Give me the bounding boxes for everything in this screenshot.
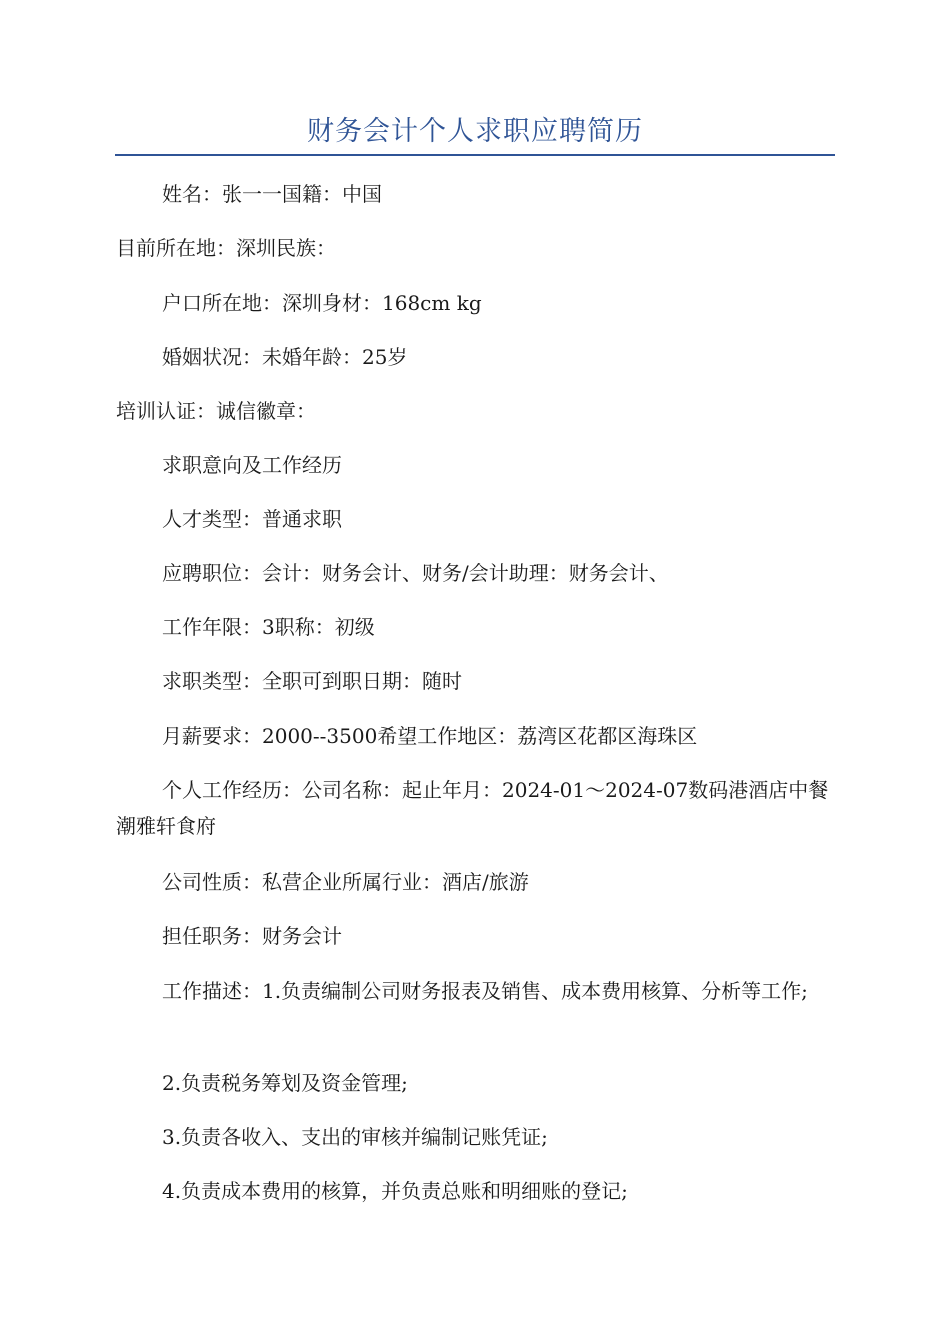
line-talent-type: 人才类型：普通求职 [162, 507, 342, 531]
line-job-description: 工作描述：1.负责编制公司财务报表及销售、成本费用核算、分析等工作; [162, 979, 808, 1003]
line-position: 应聘职位：会计：财务会计、财务/会计助理：财务会计、 [162, 561, 669, 585]
line-hukou-height: 户口所在地：深圳身材：168cm kg [162, 291, 482, 315]
line-name-nationality: 姓名：张一一国籍：中国 [162, 182, 382, 206]
duty-item-3: 3.负责各收入、支出的审核并编制记账凭证; [162, 1125, 548, 1149]
section-heading-job-intent: 求职意向及工作经历 [162, 453, 342, 477]
document-title: 财务会计个人求职应聘简历 [307, 116, 643, 147]
line-location-ethnicity: 目前所在地：深圳民族： [116, 236, 336, 260]
line-role: 担任职务：财务会计 [162, 924, 342, 948]
duty-item-2: 2.负责税务筹划及资金管理; [162, 1071, 408, 1095]
line-work-history: 个人工作经历：公司名称：起止年月：2024-01～2024-07数码港酒店中餐潮雅轩食府 [116, 778, 829, 838]
line-years-title: 工作年限：3职称：初级 [162, 615, 375, 639]
title-underline [115, 154, 835, 156]
line-salary-area: 月薪要求：2000--3500希望工作地区：荔湾区花都区海珠区 [162, 724, 698, 748]
line-job-type: 求职类型：全职可到职日期：随时 [162, 669, 462, 693]
line-company-nature: 公司性质：私营企业所属行业：酒店/旅游 [162, 870, 529, 894]
duty-item-4: 4.负责成本费用的核算，并负责总账和明细账的登记; [162, 1179, 628, 1203]
line-certification: 培训认证：诚信徽章： [116, 399, 316, 423]
line-marital-age: 婚姻状况：未婚年龄：25岁 [162, 345, 408, 369]
